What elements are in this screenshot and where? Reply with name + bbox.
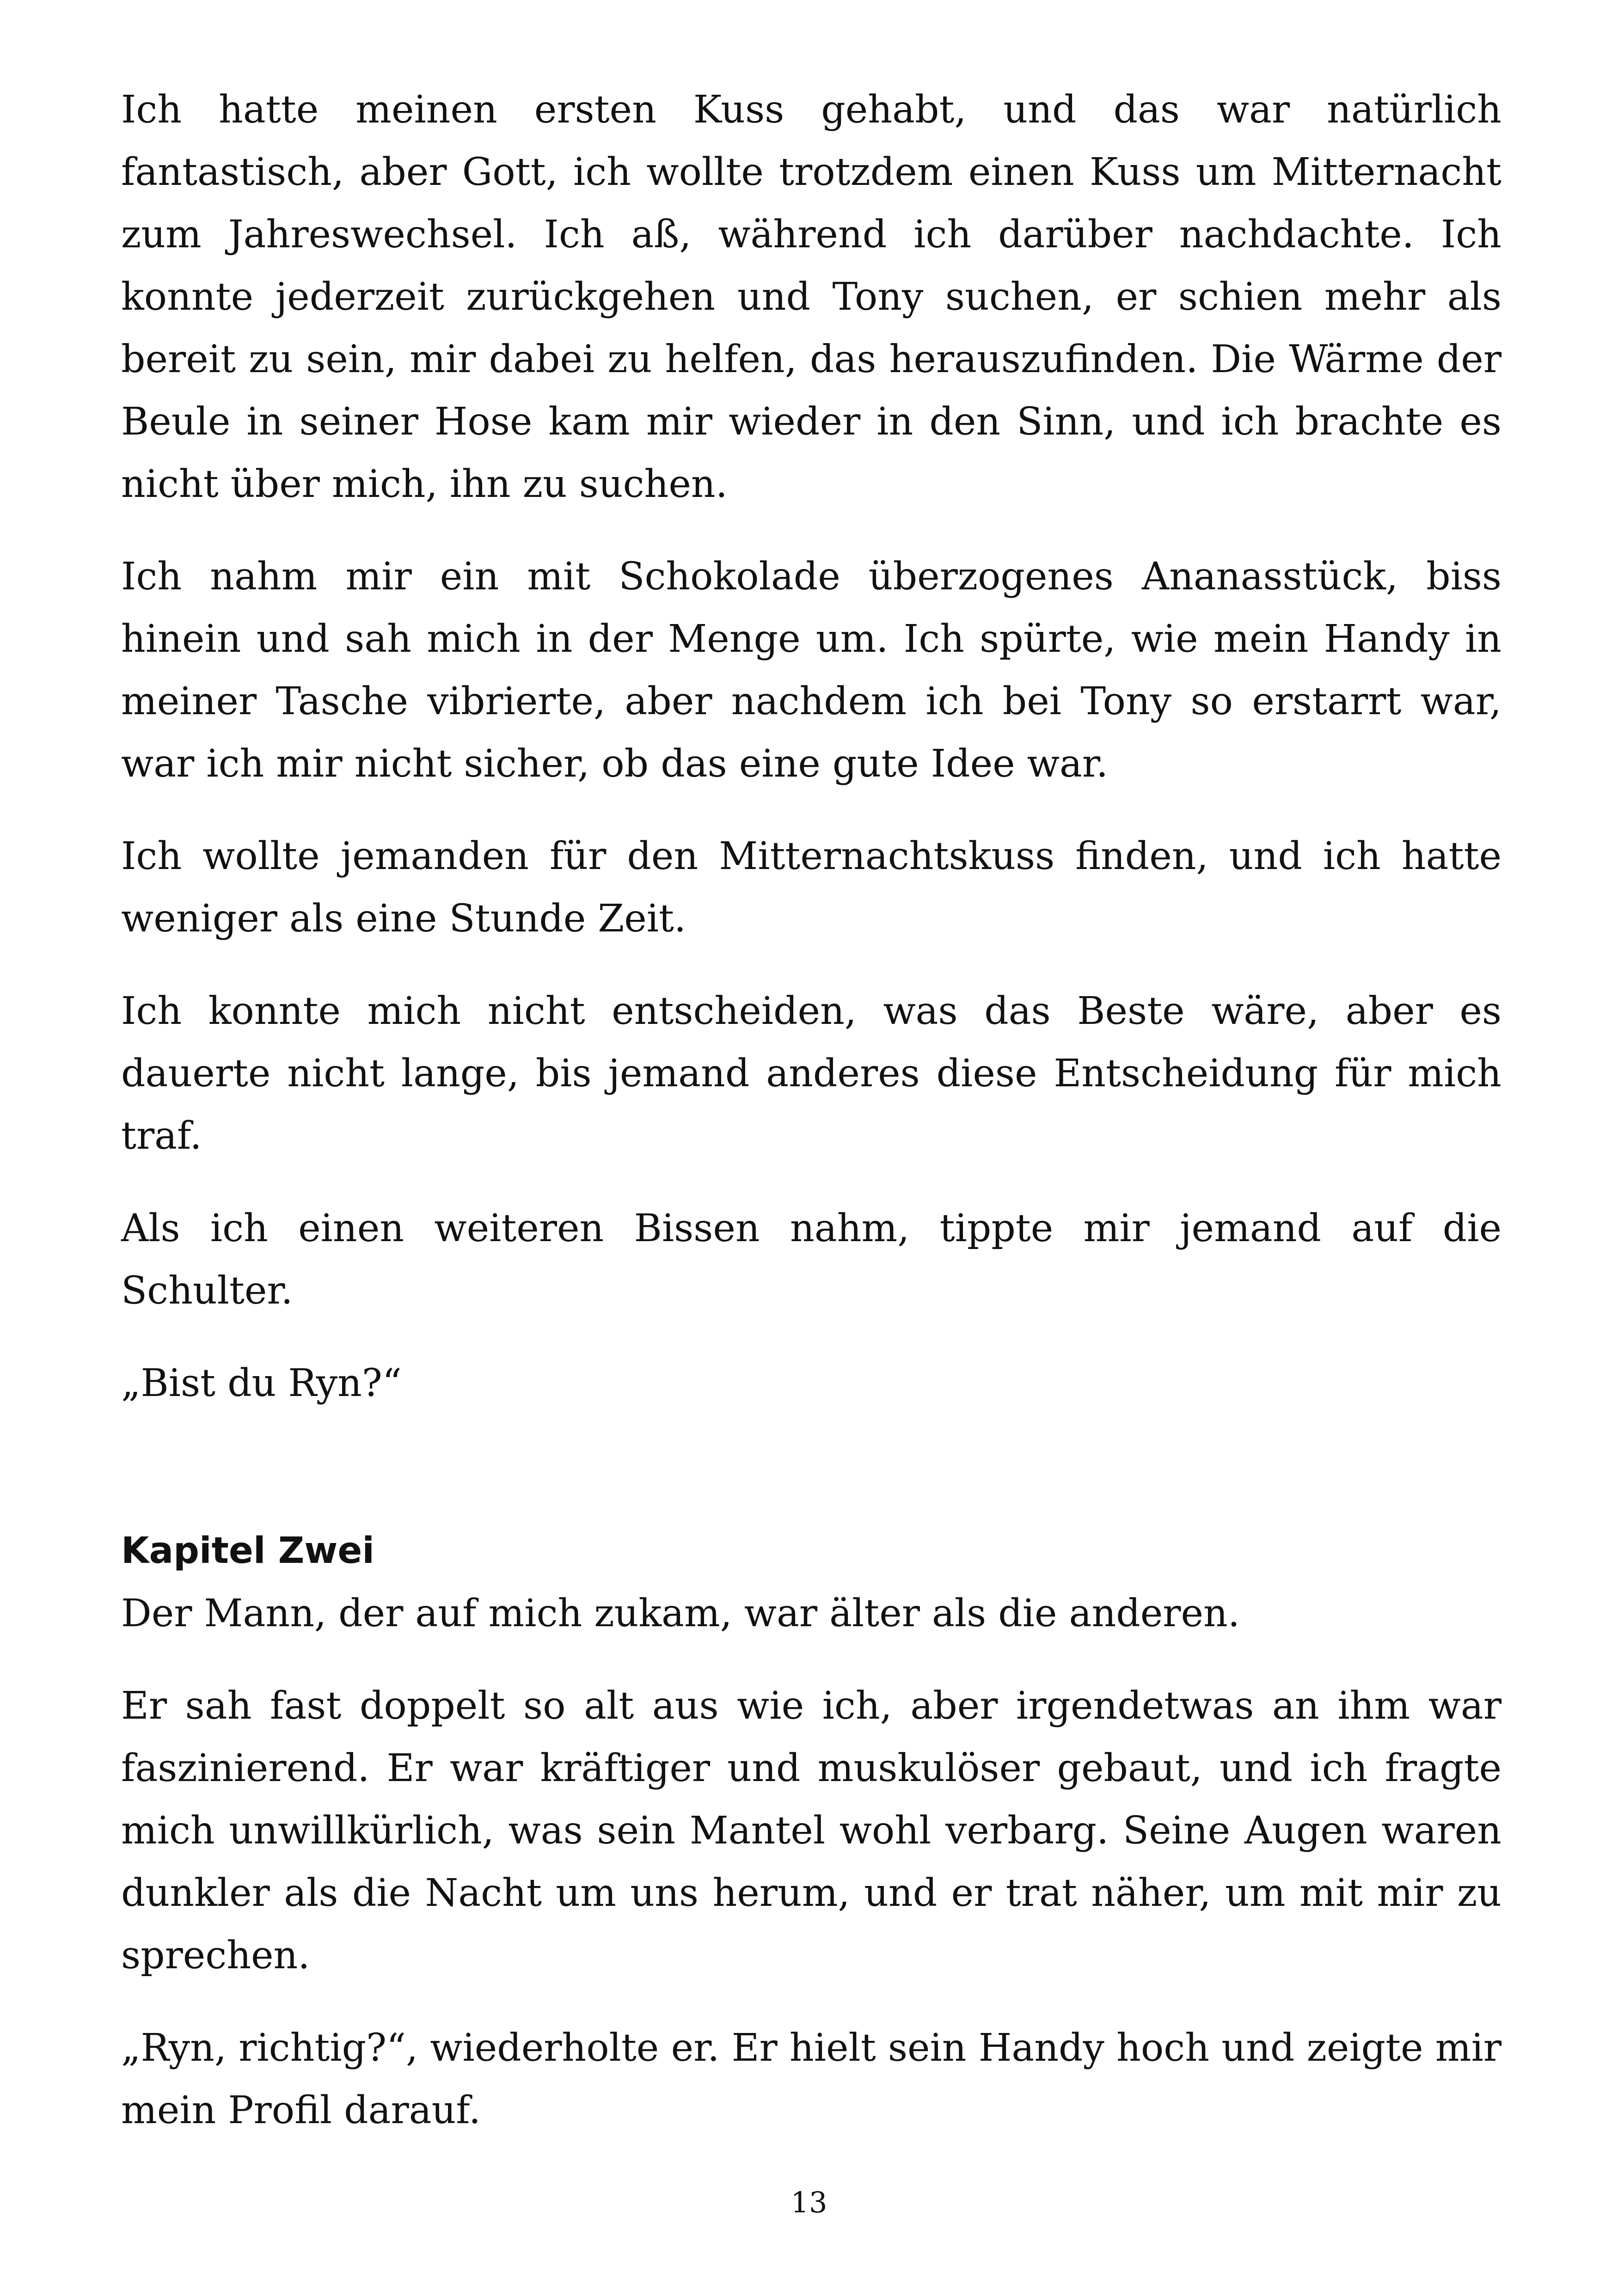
paragraph: Ich wollte jemanden für den Mitternachtskuss finden, und ich hatte weniger als eine Stunde Zeit.	[121, 834, 1502, 941]
book-page	[121, 79, 1502, 2172]
paragraph: „Ryn, richtig?“, wiederholte er. Er hielt sein Handy hoch und zeigte mir mein Profil darauf.	[121, 2026, 1502, 2132]
paragraph: Als ich einen weiteren Bissen nahm, tippte mir jemand auf die Schulter.	[121, 1206, 1502, 1313]
page-number: 13	[791, 2186, 827, 2219]
paragraph: Der Mann, der auf mich zukam, war älter als die anderen.	[121, 1592, 1240, 1635]
paragraph: Ich hatte meinen ersten Kuss gehabt, und das war natürlich fantastisch, aber Gott, ich wollte trotzdem einen Kuss um Mitternacht zum Jahreswechsel. Ich aß, während ich darüber nachdachte. Ich konnte jederzeit zurückgehen und Tony suchen, er schien mehr als bereit zu sein, mir dabei zu helfen, das herauszufinden. Die Wärme der Beule in seiner Hose kam mir wieder in den Sinn, und ich brachte es nicht über mich, ihn zu suchen.	[121, 88, 1502, 506]
paragraph: Ich konnte mich nicht entscheiden, was das Beste wäre, aber es dauerte nicht lange, bis jemand anderes diese Entscheidung für mich traf.	[121, 989, 1502, 1158]
paragraph: Ich nahm mir ein mit Schokolade überzogenes Ananasstück, biss hinein und sah mich in der Menge um. Ich spürte, wie mein Handy in meiner Tasche vibrierte, aber nachdem ich bei Tony so erstarrt war, war ich mir nicht sicher, ob das eine gute Idee war.	[121, 555, 1502, 786]
section-gap	[121, 1414, 1502, 1520]
paragraph: Er sah fast doppelt so alt aus wie ich, aber irgendetwas an ihm war faszinierend. Er war kräftiger und muskulöser gebaut, und ich fragte mich unwillkürlich, was sein Mantel wohl verbarg. Seine Augen waren dunkler als die Nacht um uns herum, und er trat näher, um mit mir zu sprechen.	[121, 1684, 1502, 1978]
chapter-heading: Kapitel Zwei	[121, 1530, 374, 1572]
paragraph: „Bist du Ryn?“	[121, 1361, 402, 1405]
